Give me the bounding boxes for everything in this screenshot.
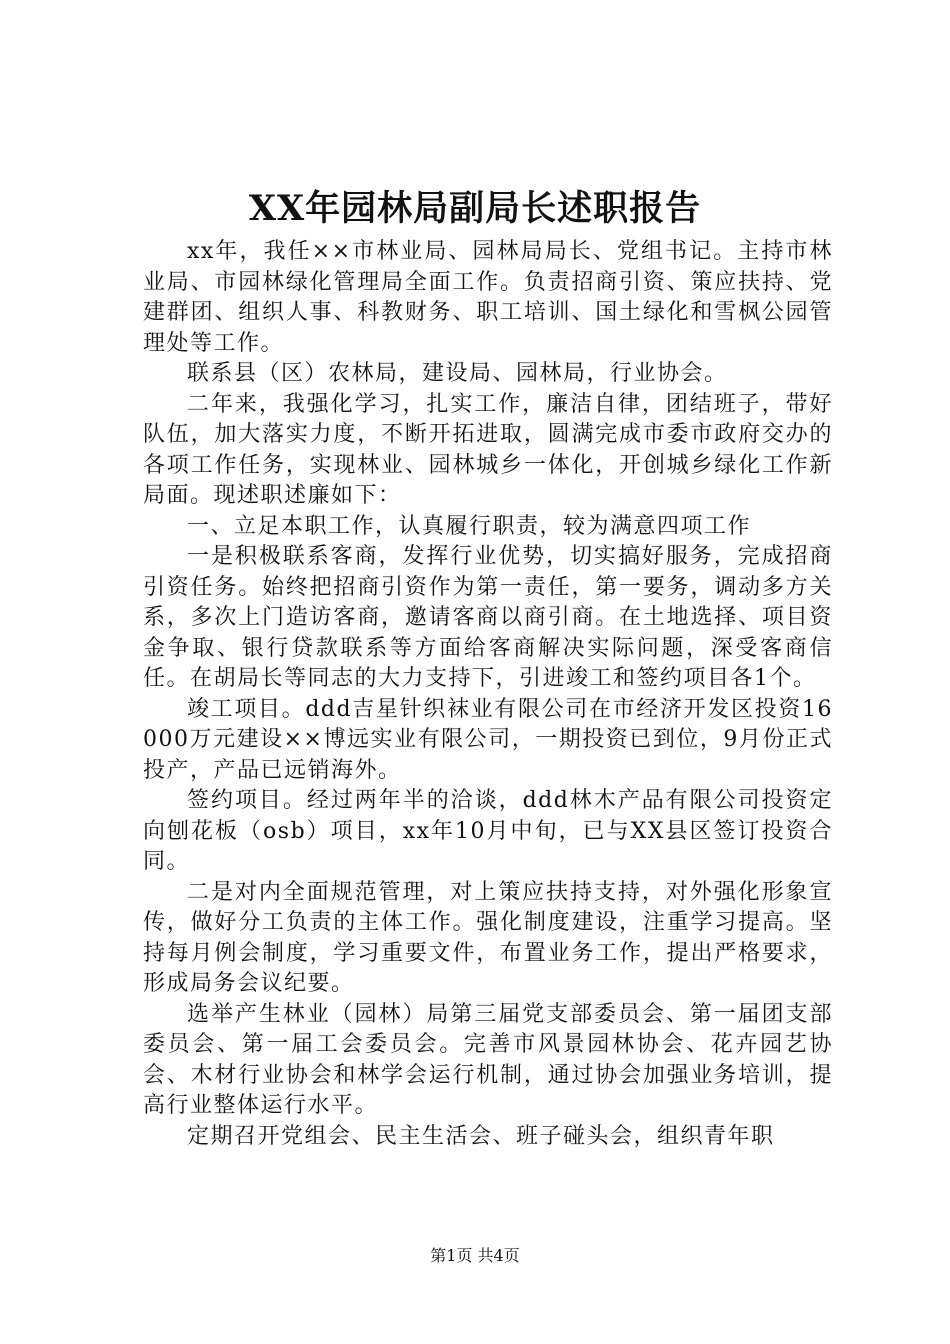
paragraph: 二是对内全面规范管理，对上策应扶持支持，对外强化形象宣传，做好分工负责的主体工作。强化制度建设，注重学习提高。坚持每月例会制度，学习重要文件，布置业务工作，提出严格要求，形成局务会议纪要。 <box>143 879 833 996</box>
paragraph: xx年，我任××市林业局、园林局局长、党组书记。主持市林业局、市园林绿化管理局全面工作。负责招商引资、策应扶持、党建群团、组织人事、科教财务、职工培训、国土绿化和雪枫公园管理处等工作。 <box>143 239 833 356</box>
paragraph: 联系县（区）农林局，建设局、园林局，行业协会。 <box>187 361 728 386</box>
document-title: XX年园林局副局长述职报告 <box>248 188 702 229</box>
paragraph: 竣工项目。ddd吉星针织袜业有限公司在市经济开发区投资16000万元建设××博远实业有限公司，一期投资已到位，9月份正式投产，产品已远销海外。 <box>143 696 833 783</box>
paragraph: 选举产生林业（园林）局第三届党支部委员会、第一届团支部委员会、第一届工会委员会。完善市风景园林协会、花卉园艺协会、木材行业协会和林学会运行机制，通过协会加强业务培训，提高行业整体运行水平。 <box>143 1001 833 1118</box>
paragraph: 定期召开党组会、民主生活会、班子碰头会，组织青年职 <box>187 1123 775 1149</box>
paragraph: 二年来，我强化学习，扎实工作，廉洁自律，团结班子，带好队伍，加大落实力度，不断开拓进取，圆满完成市委市政府交办的各项工作任务，实现林业、园林城乡一体化，开创城乡绿化工作新局面。现述职述廉如下： <box>143 391 833 508</box>
page-footer: 第1页 共4页 <box>430 1246 520 1265</box>
paragraph: 签约项目。经过两年半的洽谈，ddd林木产品有限公司投资定向刨花板（osb）项目，xx年10月中旬，已与XX县区签订投资合同。 <box>143 788 833 874</box>
section-heading: 一、立足本职工作，认真履行职责，较为满意四项工作 <box>187 513 752 539</box>
paragraph: 一是积极联系客商，发挥行业优势，切实搞好服务，完成招商引资任务。始终把招商引资作为第一责任，第一要务，调动多方关系，多次上门造访客商，邀请客商以商引商。在土地选择、项目资金争取、银行贷款联系等方面给客商解决实际问题，深受客商信任。在胡局长等同志的大力支持下，引进竣工和签约项目各1个。 <box>143 544 833 691</box>
document-body <box>143 237 833 1152</box>
